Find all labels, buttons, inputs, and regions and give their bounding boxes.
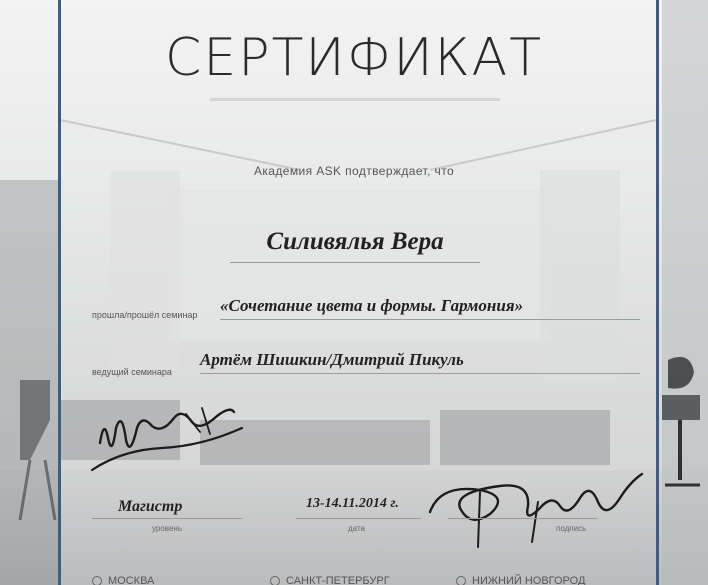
date-underline (296, 518, 421, 519)
certificate-title: СЕРТИФИКАТ (165, 28, 543, 88)
city-nn: НИЖНИЙ НОВГОРОД (456, 575, 585, 585)
certificate-subtitle: Академия ASK подтверждает, что (253, 164, 455, 178)
date-value: 13-14.11.2014 г. (306, 496, 399, 511)
presenter-names: Артём Шишкин/Дмитрий Пикуль (200, 350, 464, 369)
signature-underline (448, 518, 598, 519)
signature-label: подпись (556, 524, 587, 533)
circle-bullet-icon (92, 576, 102, 585)
recipient-name: Силивялья Вера (266, 228, 444, 255)
level-underline (92, 518, 242, 519)
signature-right (420, 462, 650, 557)
presenter-underline (200, 373, 640, 374)
seminar-title: «Сочетание цвета и формы. Гармония» (220, 296, 524, 315)
city-spb: САНКТ-ПЕТЕРБУРГ (270, 575, 390, 585)
level-label: уровень (152, 524, 183, 533)
signature-left (82, 388, 252, 488)
city-moscow: МОСКВА (92, 575, 154, 585)
seminar-underline (220, 319, 640, 320)
seminar-label: прошла/прошёл семинар (92, 310, 198, 320)
name-underline (230, 262, 480, 263)
presenter-label: ведущий семинара (92, 367, 172, 377)
date-label: дата (348, 524, 365, 533)
circle-bullet-icon (270, 576, 280, 585)
level-value: Магистр (118, 498, 183, 515)
circle-bullet-icon (456, 576, 466, 585)
